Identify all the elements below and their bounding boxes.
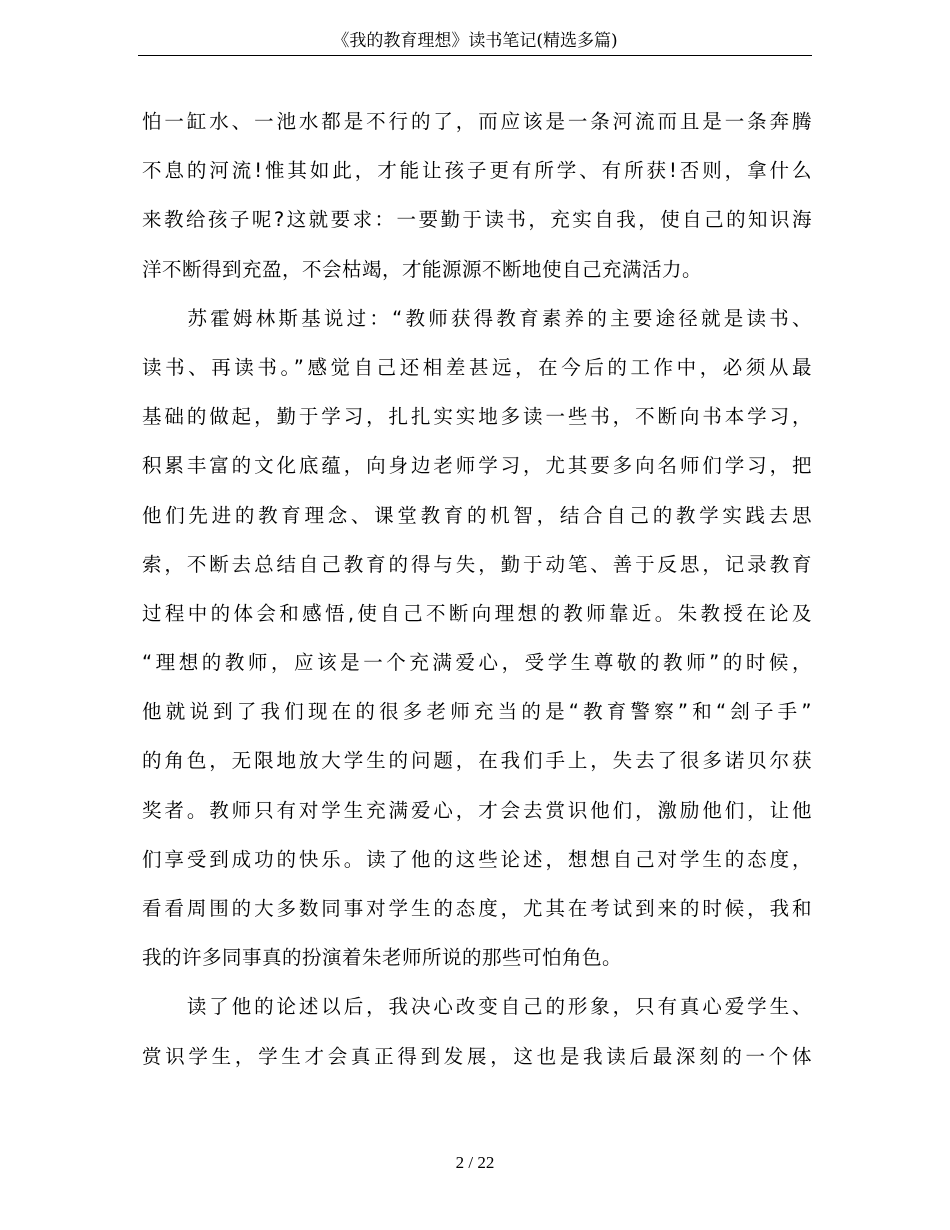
text-line: 过程中的体会和感悟,使自己不断向理想的教师靠近。朱教授在论及 xyxy=(142,601,812,625)
text-line: “理想的教师，应该是一个充满爱心，受学生尊敬的教师”的时候， xyxy=(142,651,812,675)
text-line: 读了他的论述以后，我决心改变自己的形象，只有真心爱学生、 xyxy=(142,995,812,1019)
page-header-title: 《我的教育理想》读书笔记(精选多篇) xyxy=(332,31,618,51)
header-divider xyxy=(138,55,812,56)
page-number: 2 / 22 xyxy=(455,1153,495,1172)
text-line: 来教给孩子呢?这就要求：一要勤于读书，充实自我，使自己的知识海 xyxy=(142,208,812,232)
text-line: 他就说到了我们现在的很多老师充当的是“教育警察”和“刽子手” xyxy=(142,700,812,724)
text-line: 不息的河流!惟其如此，才能让孩子更有所学、有所获!否则，拿什么 xyxy=(142,159,812,183)
text-line: 的角色，无限地放大学生的问题，在我们手上，失去了很多诺贝尔获 xyxy=(142,749,812,773)
text-line: 们享受到成功的快乐。读了他的这些论述，想想自己对学生的态度， xyxy=(142,847,812,871)
text-line: 赏识学生，学生才会真正得到发展，这也是我读后最深刻的一个体 xyxy=(142,1044,812,1068)
text-line: 我的许多同事真的扮演着朱老师所说的那些可怕角色。 xyxy=(142,946,623,970)
text-line: 奖者。教师只有对学生充满爱心，才会去赏识他们，激励他们，让他 xyxy=(142,798,812,822)
text-line: 基础的做起，勤于学习，扎扎实实地多读一些书，不断向书本学习， xyxy=(142,405,812,429)
text-line: 积累丰富的文化底蕴，向身边老师学习，尤其要多向名师们学习，把 xyxy=(142,454,812,478)
body-text xyxy=(142,97,812,1081)
text-line: 索，不断去总结自己教育的得与失，勤于动笔、善于反思，记录教育 xyxy=(142,552,812,576)
text-line: 苏霍姆林斯基说过：“教师获得教育素养的主要途径就是读书、 xyxy=(142,306,812,330)
text-line: 看看周围的大多数同事对学生的态度，尤其在考试到来的时候，我和 xyxy=(142,897,812,920)
text-line: 洋不断得到充盈，不会枯竭，才能源源不断地使自己充满活力。 xyxy=(142,257,703,281)
text-line: 他们先进的教育理念、课堂教育的机智，结合自己的教学实践去思 xyxy=(142,503,812,527)
text-line: 读书、再读书。”感觉自己还相差甚远，在今后的工作中，必须从最 xyxy=(142,355,812,379)
text-line: 怕一缸水、一池水都是不行的了，而应该是一条河流而且是一条奔腾 xyxy=(142,110,812,133)
